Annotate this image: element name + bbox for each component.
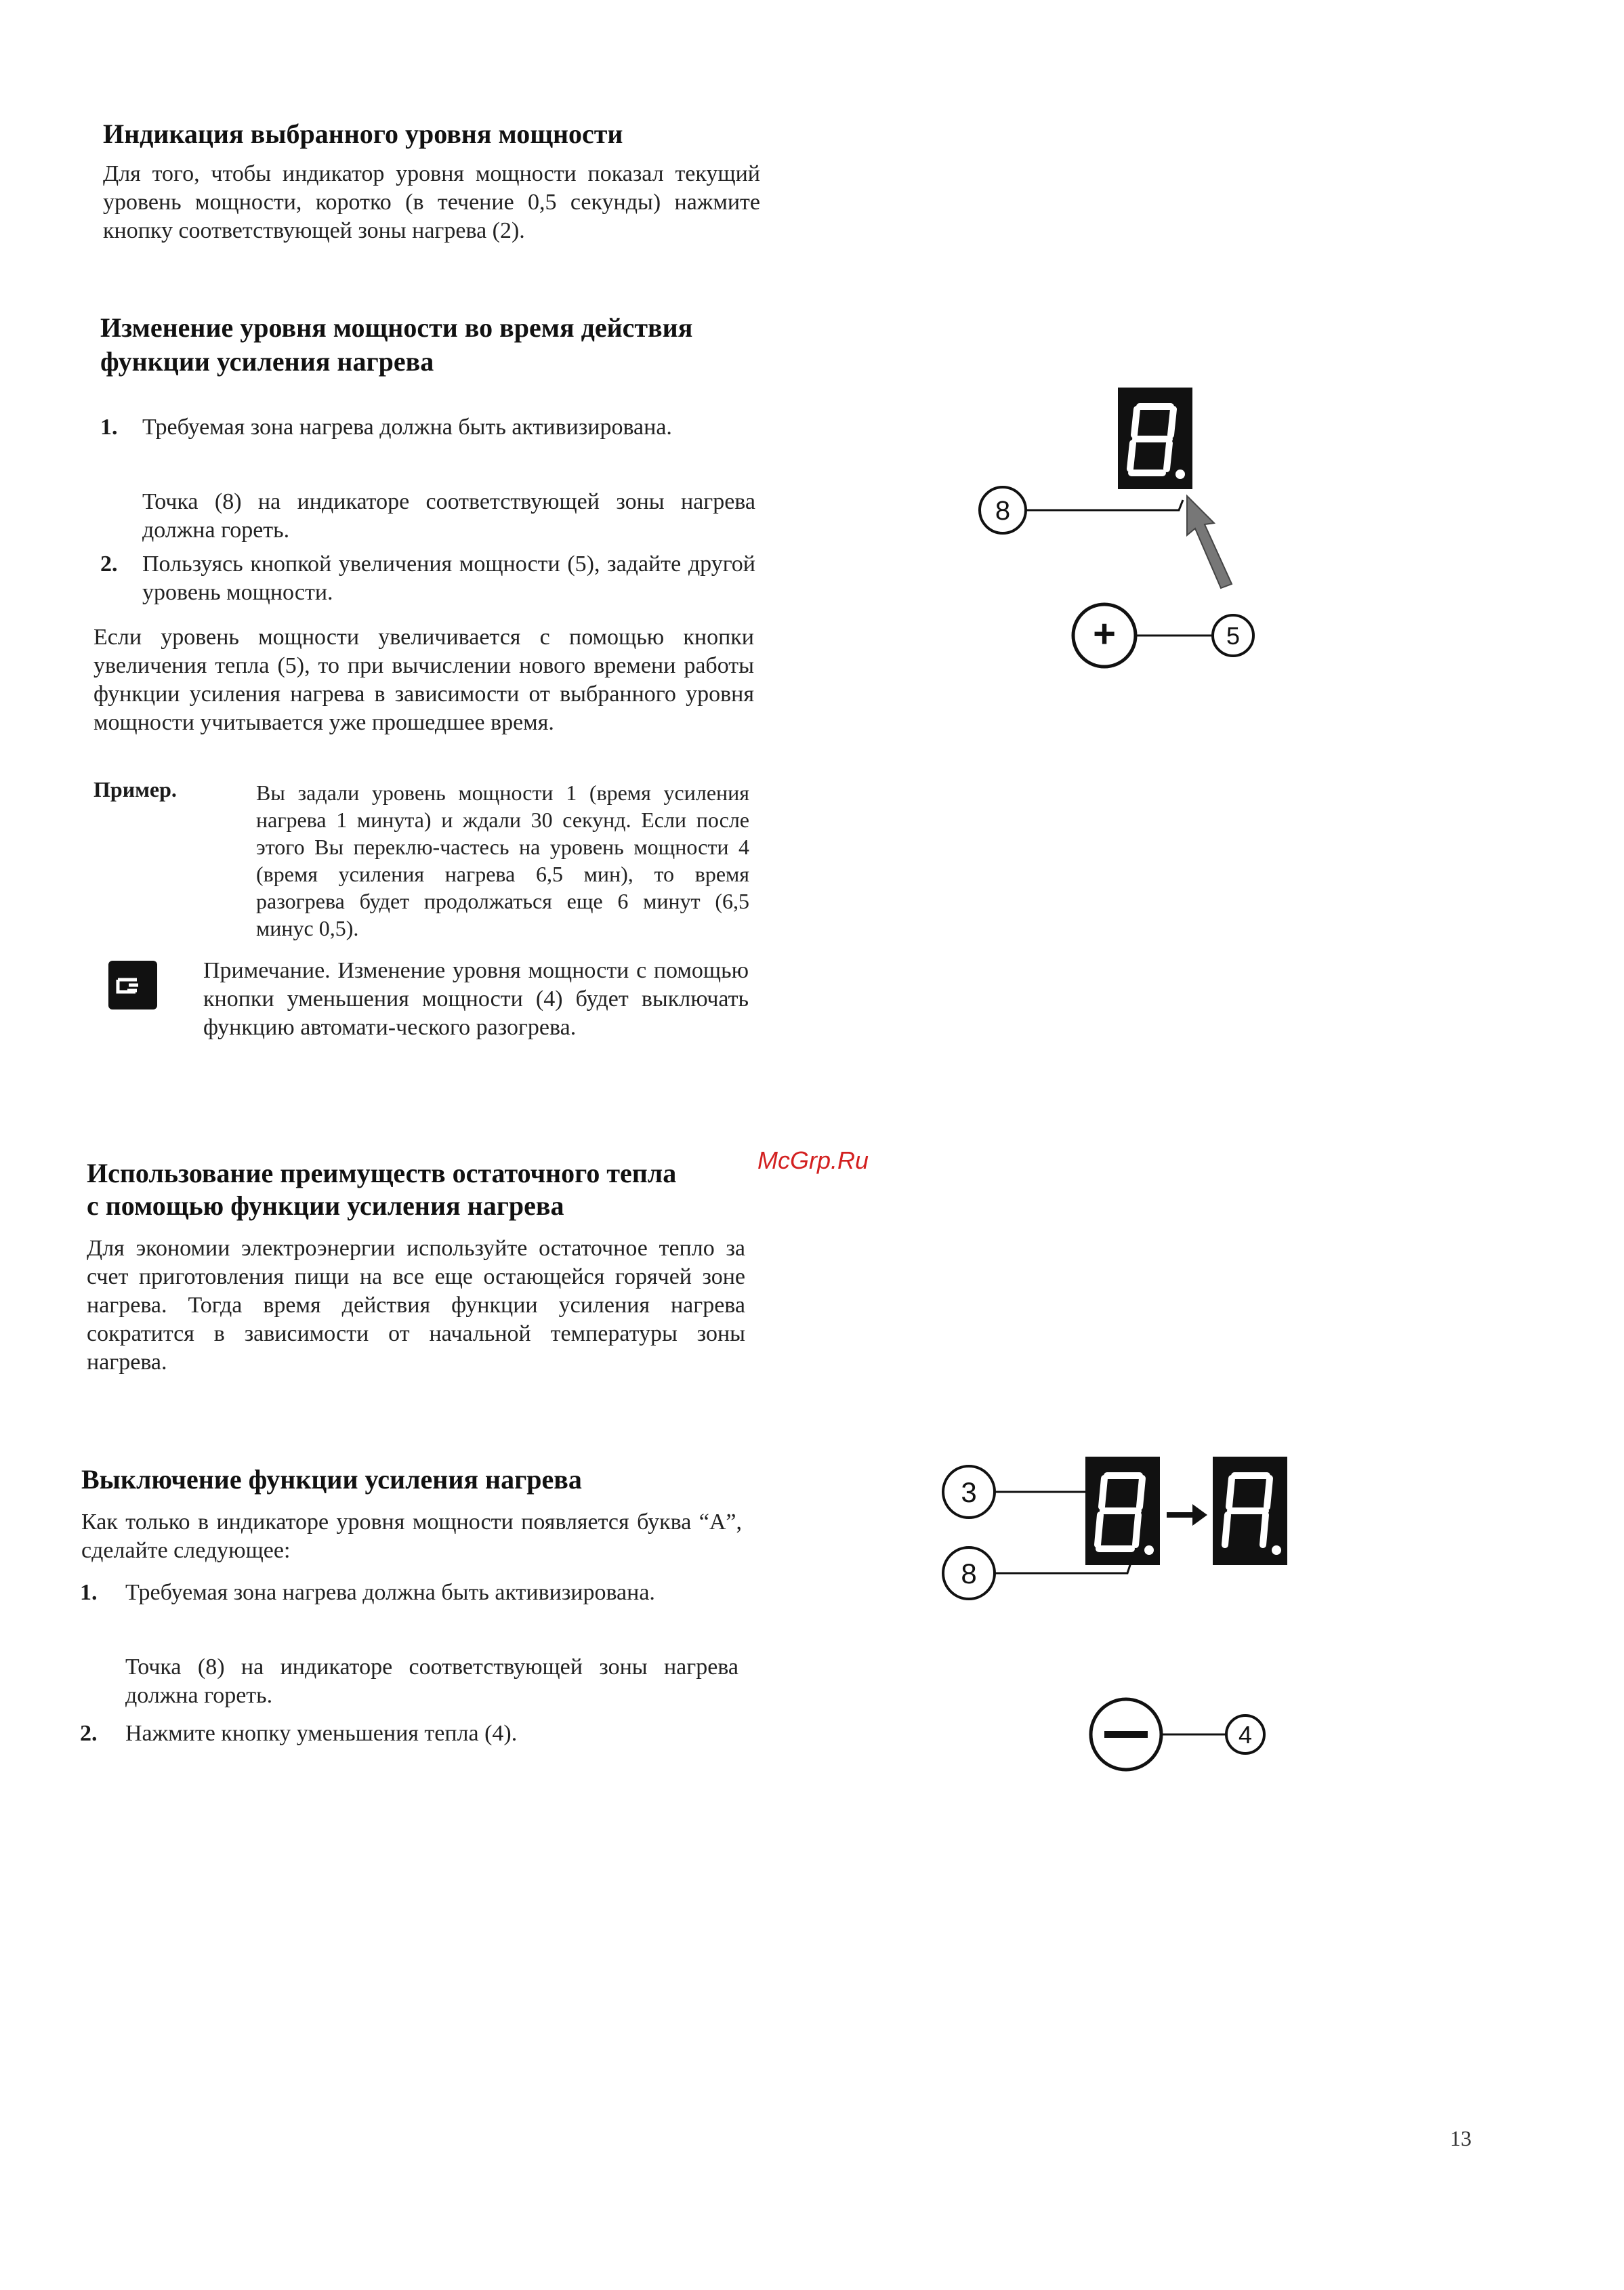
plus-symbol: + — [1093, 612, 1116, 656]
decimal-dot — [1272, 1545, 1281, 1555]
pointer-arrow — [1187, 496, 1232, 588]
section-title-residual-heat-line1: Использование преимуществ остаточного тепла — [87, 1158, 677, 1188]
figure-display-plus — [955, 379, 1287, 671]
example-text: Вы задали уровень мощности 1 (время усиления нагрева 1 минута) и ждали 30 секунд. Если после этого Вы переклю-частесь на уровень мощности 4 (время усиления нагрева 6,5 мин), то время разогрева будет продолжаться еще 6 минут (6,5 минус 0,5). — [256, 780, 749, 940]
minus-symbol — [1104, 1731, 1148, 1738]
section-body-residual-heat: Для экономии электроэнергии используйте остаточное тепло за счет приготовления пищи на все еще остающейся горячей зоне нагрева. Тогда время действия функции усиления нагрева сократится в зависимости от начальной температуры зоны нагрева. — [87, 1236, 745, 1375]
watermark: McGrp.Ru — [757, 1146, 869, 1174]
callout-label-3: 3 — [961, 1476, 977, 1508]
callout-label-4: 4 — [1238, 1721, 1253, 1749]
step-number: 2. — [80, 1721, 98, 1746]
decimal-dot — [1144, 1545, 1154, 1555]
decimal-dot — [1175, 470, 1185, 479]
step-number: 1. — [80, 1580, 98, 1605]
step-number: 2. — [100, 551, 118, 577]
note-text: Примечание. Изменение уровня мощности с помощью кнопки уменьшения мощности (4) будет выключать функцию автомати-ческого разогрева. — [203, 958, 749, 1040]
pointing-hand-icon — [108, 961, 157, 1009]
section-body-power-indication: Для того, чтобы индикатор уровня мощности показал текущий уровень мощности, коротко (в течение 0,5 секунды) нажмите кнопку соответствующей зоны нагрева (2). — [103, 161, 760, 243]
step-note: Точка (8) на индикаторе соответствующей зоны нагрева должна гореть. — [142, 489, 755, 543]
section-title-change-power-line1: Изменение уровня мощности во время действия — [100, 312, 693, 343]
callout-label-8: 8 — [995, 496, 1011, 526]
section-intro-turn-off-boost: Как только в индикаторе уровня мощности появляется буква “А”, сделайте следующее: — [81, 1510, 742, 1563]
section-title-residual-heat-line2: с помощью функции усиления нагрева — [87, 1190, 564, 1221]
section-title-turn-off-boost: Выключение функции усиления нагрева — [81, 1464, 582, 1495]
section-body-change-power: Если уровень мощности увеличивается с помощью кнопки увеличения тепла (5), то при вычислении нового времени работы функции усиления нагрева в зависимости от выбранного уровня мощности учитывается уже прошедшее время. — [93, 625, 754, 735]
figure-minus-button — [1084, 1694, 1287, 1775]
step-number: 1. — [100, 415, 118, 440]
step-note: Точка (8) на индикаторе соответствующей зоны нагрева должна гореть. — [125, 1654, 738, 1708]
step-text: Нажмите кнопку уменьшения тепла (4). — [125, 1721, 518, 1746]
callout-label-8: 8 — [961, 1558, 977, 1589]
section-title-change-power-line2: функции усиления нагрева — [100, 346, 434, 377]
step-text: Пользуясь кнопкой увеличения мощности (5), задайте другой уровень мощности. — [142, 551, 755, 605]
section-title-power-indication: Индикация выбранного уровня мощности — [103, 119, 623, 149]
example-label: Пример. — [93, 777, 177, 802]
callout-label-5: 5 — [1226, 622, 1241, 650]
figure-display-transition — [928, 1450, 1308, 1606]
step-text: Требуемая зона нагрева должна быть активизирована. — [142, 415, 672, 440]
arrow-right-icon — [1167, 1504, 1207, 1526]
step-text: Требуемая зона нагрева должна быть активизирована. — [125, 1580, 655, 1605]
page-number: 13 — [1450, 2126, 1472, 2150]
